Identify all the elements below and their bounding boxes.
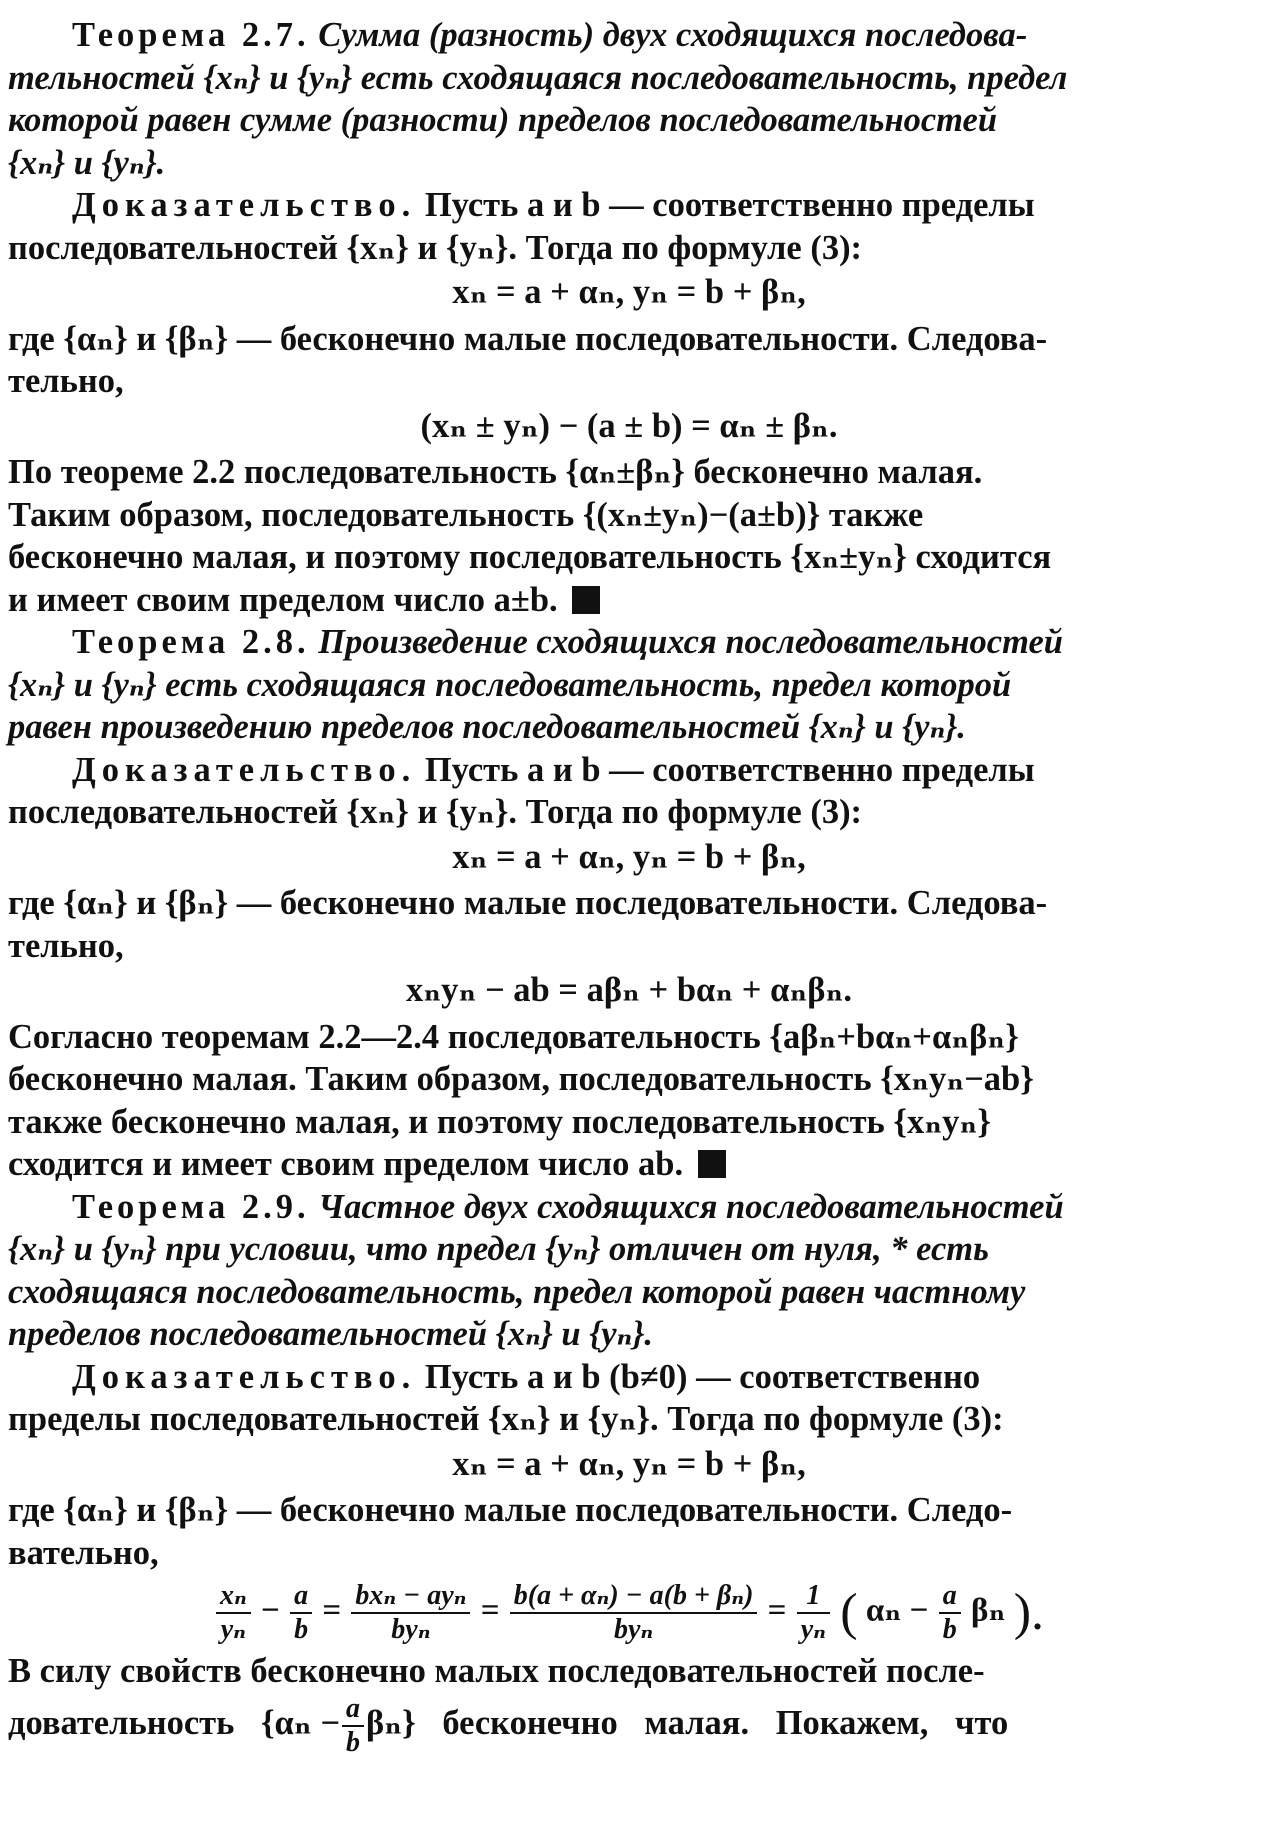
proof-2-7-line-6: Таким образом, последовательность {(xₙ±yₙ)−(a±b)} также	[8, 495, 924, 534]
theorem-2-9-line-3: сходящаяся последовательность, предел которой равен частному	[8, 1272, 1026, 1311]
fraction-denominator: yₙ	[220, 1614, 246, 1645]
proof-2-9-line-3: где {αₙ} и {βₙ} — бесконечно малые последовательности. Следо-	[8, 1491, 1013, 1529]
proof-2-9-fraction-equation	[8, 1580, 1250, 1646]
proof-2-7-line-7: бесконечно малая, и поэтому последовательность {xₙ±yₙ} сходится	[8, 538, 1052, 576]
proof-2-7-line-8-text: и имеет своим пределом число a±b.	[8, 580, 558, 619]
proof-2-9-line-4: вательно,	[8, 1533, 159, 1572]
theorem-2-9-line-4: пределов последовательностей {xₙ} и {yₙ}.	[8, 1315, 653, 1353]
theorem-2-7-line-4: {xₙ} и {yₙ}.	[8, 143, 166, 182]
fraction-bx-minus-ay	[351, 1580, 470, 1646]
proof-2-8-line-5: Согласно теоремам 2.2—2.4 последовательность {aβₙ+bαₙ+αₙβₙ}	[8, 1017, 1019, 1056]
proof-2-7-line-2: последовательностей {xₙ} и {yₙ}. Тогда по формуле (3):	[8, 228, 863, 267]
fraction-numerator: a	[939, 1580, 961, 1614]
fraction-denominator: byₙ	[613, 1614, 654, 1645]
proof-2-9-line-6-start: довательность	[8, 1703, 235, 1742]
proof-2-9	[8, 1356, 1250, 1399]
fraction-a-over-b	[290, 1580, 312, 1646]
proof-2-9-equation-1: xₙ = a + αₙ, yₙ = b + βₙ,	[452, 1444, 806, 1483]
set-close: βₙ}	[366, 1703, 416, 1742]
proof-2-9-line-5: В силу свойств бесконечно малых последовательностей после-	[8, 1652, 985, 1690]
proof-2-8-line-3: где {αₙ} и {βₙ} — бесконечно малые последовательности. Следова-	[8, 884, 1048, 922]
theorem-2-8	[8, 621, 1250, 664]
proof-2-8-line-6: бесконечно малая. Таким образом, последовательность {xₙyₙ−ab}	[8, 1060, 1034, 1098]
fraction-denominator: b	[294, 1614, 309, 1645]
theorem-2-9	[8, 1186, 1250, 1229]
proof-2-7-equation-2: (xₙ ± yₙ) − (a ± b) = αₙ ± βₙ.	[420, 406, 838, 445]
theorem-2-7-line-2: тельностей {xₙ} и {yₙ} есть сходящаяся последовательность, предел	[8, 58, 1068, 97]
proof-2-7-line-4: тельно,	[8, 362, 124, 400]
fraction-x-over-y	[216, 1580, 251, 1646]
proof-2-9-line-1: Пусть a и b (b≠0) — соответственно	[424, 1357, 981, 1396]
theorem-2-8-line-3: равен произведению пределов последовательностей {xₙ} и {yₙ}.	[8, 708, 966, 746]
fraction-numerator: xₙ	[216, 1580, 251, 1614]
fraction-denominator: byₙ	[391, 1614, 431, 1645]
proof-2-8-equation-2: xₙyₙ − ab = aβₙ + bαₙ + αₙβₙ.	[406, 971, 852, 1009]
proof-2-7-equation-1: xₙ = a + αₙ, yₙ = b + βₙ,	[452, 273, 806, 311]
theorem-2-9-line-2: {xₙ} и {yₙ} при условии, что предел {yₙ} отличен от нуля, * есть	[8, 1230, 989, 1268]
theorem-2-7	[8, 14, 1250, 57]
proof-2-8-line-2: последовательностей {xₙ} и {yₙ}. Тогда по формуле (3):	[8, 793, 863, 831]
theorem-2-7-line-1: Сумма (разность) двух сходящихся последова-	[318, 16, 1028, 54]
equals-sign: =	[480, 1592, 500, 1629]
theorem-2-7-line-3: которой равен сумме (разности) пределов последовательностей	[8, 101, 998, 139]
fraction-expanded	[510, 1580, 758, 1646]
proof-2-7-heading: Доказательство.	[72, 186, 417, 224]
theorem-2-8-line-2: {xₙ} и {yₙ} есть сходящаяся последовательность, предел которой	[8, 665, 1012, 704]
theorem-2-7-heading: Теорема 2.7.	[72, 16, 310, 54]
proof-2-9-line-6-end: бесконечно малая. Покажем, что	[442, 1703, 1009, 1742]
fraction-one-over-y	[797, 1580, 830, 1646]
fraction-numerator: a	[290, 1580, 312, 1614]
proof-2-8-equation-1: xₙ = a + αₙ, yₙ = b + βₙ,	[452, 837, 806, 876]
minus-sign: −	[261, 1592, 280, 1629]
proof-2-8-line-4: тельно,	[8, 926, 124, 965]
proof-2-7	[8, 184, 1250, 227]
theorem-2-9-heading: Теорема 2.9.	[72, 1187, 310, 1226]
proof-2-8	[8, 749, 1250, 792]
fraction-numerator: a	[342, 1693, 364, 1727]
proof-2-8-line-8-text: сходится и имеет своим пределом число ab.	[8, 1145, 684, 1183]
left-paren: (	[840, 1583, 858, 1641]
proof-2-8-heading: Доказательство.	[72, 750, 417, 789]
theorem-2-9-line-1: Частное двух сходящихся последовательностей	[318, 1187, 1064, 1226]
theorem-2-8-line-1: Произведение сходящихся последовательностей	[318, 623, 1063, 661]
proof-2-7-line-8	[8, 579, 1250, 622]
right-paren: ).	[1013, 1583, 1045, 1641]
proof-2-8-line-7: также бесконечно малая, и поэтому последовательность {xₙyₙ}	[8, 1102, 991, 1141]
proof-2-7-line-1: Пусть a и b — соответственно пределы	[424, 186, 1035, 224]
proof-2-8-line-8	[8, 1143, 1250, 1186]
fraction-numerator: 1	[797, 1580, 830, 1614]
proof-2-9-line-2: пределы последовательностей {xₙ} и {yₙ}. Тогда по формуле (3):	[8, 1400, 1004, 1438]
fraction-numerator: b(a + αₙ) − a(b + βₙ)	[510, 1580, 758, 1614]
equals-sign: =	[322, 1592, 342, 1629]
proof-2-9-line-6	[8, 1693, 1250, 1759]
fraction-denominator: yₙ	[800, 1614, 826, 1645]
alpha-term: αₙ −	[865, 1592, 929, 1629]
fraction-denominator: b	[346, 1726, 360, 1758]
proof-2-9-heading: Доказательство.	[72, 1357, 417, 1396]
set-open: {αₙ −	[260, 1703, 340, 1742]
theorem-2-8-heading: Теорема 2.8.	[72, 623, 310, 661]
proof-2-8-line-1: Пусть a и b — соответственно пределы	[424, 750, 1035, 789]
beta-term: βₙ	[970, 1592, 1006, 1629]
qed-square-icon	[698, 1150, 726, 1178]
equals-sign: =	[767, 1592, 787, 1629]
proof-2-7-line-5: По теореме 2.2 последовательность {αₙ±βₙ} бесконечно малая.	[8, 453, 983, 491]
qed-square-icon	[572, 586, 600, 614]
fraction-a-over-b-set	[342, 1693, 364, 1759]
proof-2-7-line-3: где {αₙ} и {βₙ} — бесконечно малые последовательности. Следова-	[8, 319, 1048, 358]
fraction-denominator: b	[942, 1614, 957, 1645]
fraction-a-over-b-inner	[939, 1580, 961, 1646]
fraction-numerator: bxₙ − ayₙ	[351, 1580, 470, 1614]
